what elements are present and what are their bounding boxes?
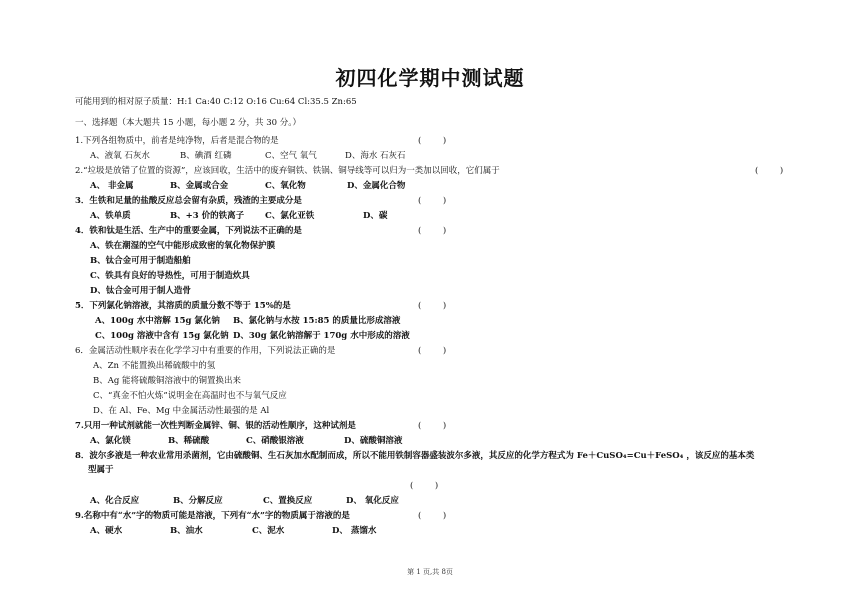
option-a: A、硬水	[90, 526, 123, 536]
question-4-option-b: B、钛合金可用于制造船舶	[90, 256, 191, 266]
question-4-option-d: D、钛合金可用于制人造骨	[90, 286, 191, 296]
answer-paren: ( )	[418, 421, 447, 431]
question-3-options	[90, 211, 387, 222]
question-4-option-c: C、铁具有良好的导热性，可用于制造炊具	[90, 271, 250, 281]
option-c: C、泥水	[252, 526, 285, 536]
answer-paren: ( )	[418, 301, 447, 311]
question-8-stem-cont: 型属于	[88, 465, 114, 475]
question-6-option-d: D、在 Al、Fe、Mg 中金属活动性最强的是 Al	[93, 406, 270, 416]
question-8-stem: 8．波尔多液是一种农业常用杀菌剂，它由硫酸铜、生石灰加水配制而成，所以不能用铁制容器盛装波尔多液，其反应的化学方程式为 Fe＋CuSO₄=Cu＋FeSO₄ ，该反应的基本类	[75, 451, 755, 461]
question-6-option-b: B、Ag 能将硫酸铜溶液中的铜置换出来	[93, 376, 242, 386]
option-c: C、100g 溶液中含有 15g 氯化钠	[95, 331, 229, 341]
option-d: D、 蒸馏水	[332, 526, 377, 536]
page-title: 初四化学期中测试题	[335, 66, 525, 90]
option-b: B、金属或合金	[170, 181, 229, 191]
option-c: C、硝酸银溶液	[246, 436, 304, 446]
answer-paren: ( )	[410, 481, 439, 491]
question-4-stem: 4．铁和钛是生活、生产中的重要金属，下列说法不正确的是	[75, 226, 302, 236]
option-b: B、氯化钠与水按 15:85 的质量比形成溶液	[233, 316, 401, 326]
question-3-stem: 3．生铁和足量的盐酸反应总会留有杂质，残渣的主要成分是	[75, 196, 302, 206]
question-9-stem: 9.名称中有“水”字的物质可能是溶液，下列有“水”字的物质属于溶液的是	[75, 511, 350, 521]
question-7-stem: 7.只用一种试剂就能一次性判断金属锌、铜、银的活动性顺序，这种试剂是	[75, 421, 356, 431]
question-5-options-cd	[95, 331, 410, 342]
answer-paren: ( )	[755, 166, 784, 176]
option-d: D、 氧化反应	[346, 496, 399, 506]
option-b: B、稀硫酸	[168, 436, 210, 446]
option-c: C、置换反应	[263, 496, 313, 506]
question-2-stem: 2.“垃圾是放错了位置的资源”，应该回收，生活中的废弃铜铁、铁锅、铜导线等可以归为一类加以回收，它们属于	[75, 166, 500, 176]
option-d: D、海水 石灰石	[345, 151, 406, 161]
question-6-stem: 6．金属活动性顺序表在化学学习中有重要的作用，下列说法正确的是	[75, 346, 336, 356]
option-d: D、30g 氯化钠溶解于 170g 水中形成的溶液	[233, 331, 410, 341]
question-9-options	[90, 526, 376, 537]
question-6-option-c: C、“真金不怕火炼”说明金在高温时也不与氧气反应	[93, 391, 287, 401]
option-c: C、氯化亚铁	[265, 211, 315, 221]
question-1-stem: 1.下列各组物质中，前者是纯净物，后者是混合物的是	[75, 136, 279, 146]
option-b: B、油水	[170, 526, 203, 536]
option-a: A、化合反应	[90, 496, 140, 506]
question-8-options	[90, 496, 399, 507]
option-d: D、金属化合物	[347, 181, 406, 191]
option-c: C、空气 氧气	[265, 151, 317, 161]
page-footer: 第 1 页,共 8页	[407, 568, 453, 576]
option-b: B、分解反应	[173, 496, 223, 506]
option-b: B、+3 价的铁离子	[170, 211, 245, 221]
answer-paren: ( )	[418, 346, 447, 356]
option-a: A、液氧 石灰水	[90, 151, 150, 161]
answer-paren: ( )	[418, 136, 447, 146]
option-c: C、氧化物	[265, 181, 306, 191]
question-7-options	[90, 436, 402, 447]
option-d: D、碳	[363, 211, 388, 221]
option-d: D、硫酸铜溶液	[344, 436, 403, 446]
option-a: A、 非金属	[90, 181, 134, 191]
question-5-options-ab	[95, 316, 400, 327]
question-4-option-a: A、铁在潮湿的空气中能形成致密的氧化物保护膜	[90, 241, 276, 251]
question-2-options	[90, 181, 405, 192]
answer-paren: ( )	[418, 196, 447, 206]
option-a: A、100g 水中溶解 15g 氯化钠	[95, 316, 220, 326]
answer-paren: ( )	[418, 511, 447, 521]
question-6-option-a: A、Zn 不能置换出稀硫酸中的氢	[93, 361, 216, 371]
question-1-options	[90, 151, 406, 162]
option-a: A、氯化镁	[90, 436, 131, 446]
option-a: A、铁单质	[90, 211, 131, 221]
answer-paren: ( )	[418, 226, 447, 236]
option-b: B、碘酒 红磷	[180, 151, 232, 161]
question-5-stem: 5．下列氯化钠溶液，其溶质的质量分数不等于 15%的是	[75, 301, 291, 311]
atomic-masses: 可能用到的相对原子质量：H:1 Ca:40 C:12 O:16 Cu:64 Cl:35.5 Zn:65	[75, 97, 357, 107]
section-heading: 一、选择题（本大题共 15 小题，每小题 2 分，共 30 分。）	[75, 118, 302, 128]
